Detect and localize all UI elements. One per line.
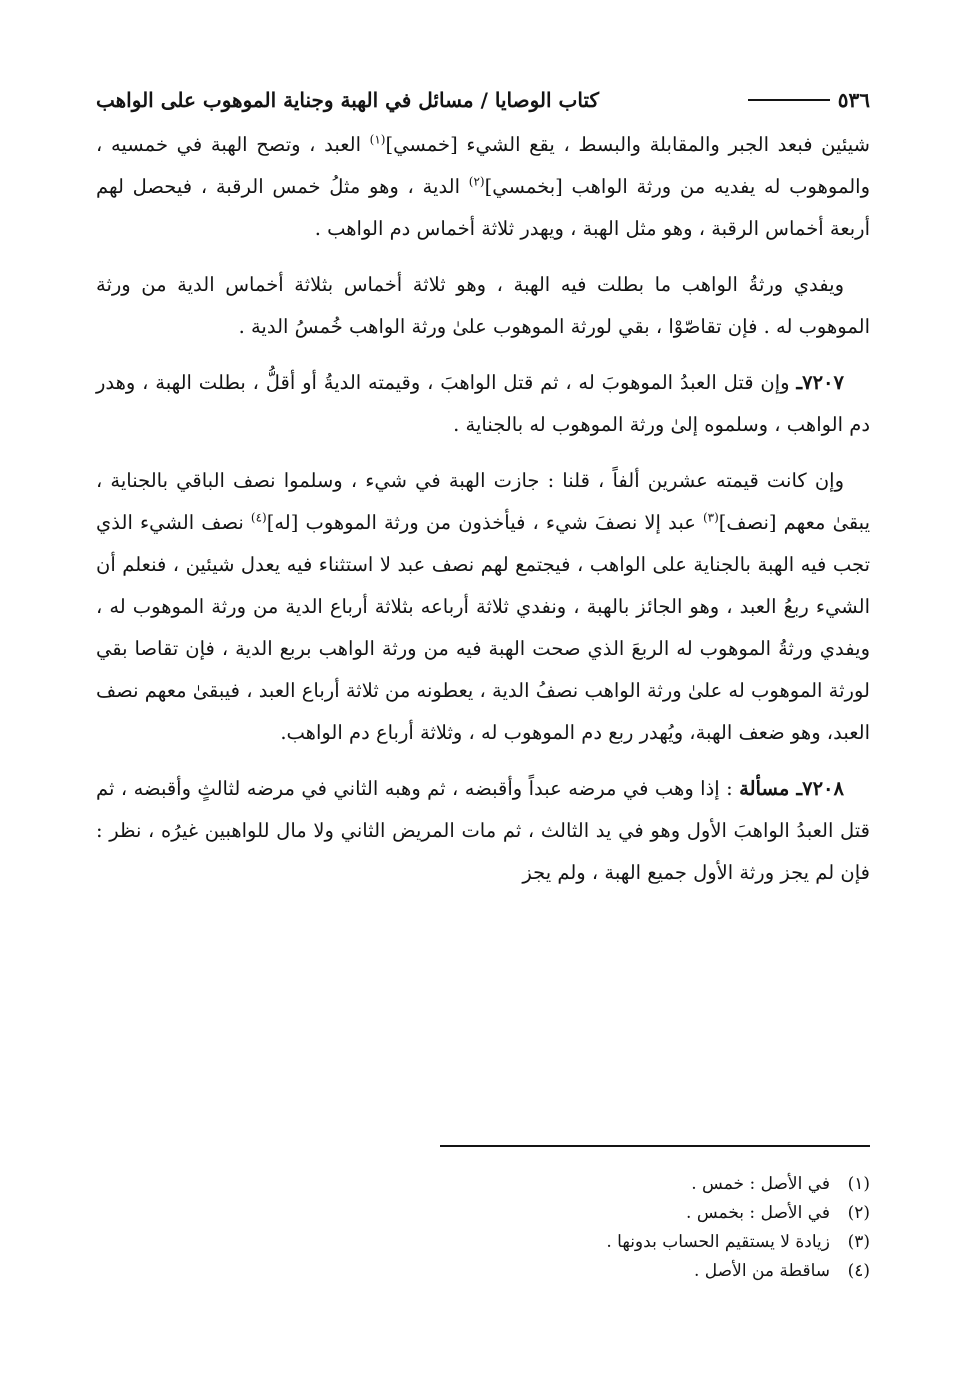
paragraph-2: ويفدي ورثةُ الواهب ما بطلت فيه الهبة ، وهو ثلاثة أخماس بثلاثة أخماس الدية من ورثة الموهوب له . فإن تقاصّوْا ، بقي لورثة الموهوب علىٰ ورثة الواهب خُمسُ الدية . (96, 273, 870, 338)
issue-number: ٧٢٠٧ـ (796, 371, 844, 394)
paragraph-5 (96, 768, 870, 894)
text-run: وإن كانت قيمته عشرين ألفاً ، قلنا : جازت الهبة في شيء ، وسلموا نصف الباقي بالجناية ، يبقىٰ معهم [نصف] (96, 469, 870, 534)
page-number: ٥٣٦ (837, 88, 870, 112)
footnote-number: (٤) (847, 1261, 870, 1281)
footnote-number: (١) (847, 1174, 870, 1194)
footnote-divider (440, 1145, 870, 1147)
text-run: : إذا وهب في مرضه عبداً وأقبضه ، ثم وهبه الثاني في مرضه لثالثٍ وأقبضه ، ثم قتل العبدُ الواهبَ الأول وهو في يد الثالث ، ثم مات المريض الثاني ولا مال للواهبين غيرُه ، نظر : فإن لم يجز ورثة الأول جميع الهبة ، ولم يجز (96, 777, 870, 884)
page-header (96, 80, 870, 120)
footnote-number: (٢) (847, 1203, 870, 1223)
text-run: وإن قتل العبدُ الموهوبَ له ، ثم قتل الواهبَ ، وقيمته الديةُ أو أقلُّ ، بطلت الهبة ، وهدر دم الواهب ، وسلموه إلىٰ ورثة الموهوب له بالجناية . (96, 371, 870, 436)
footnote-3 (370, 1228, 870, 1257)
footnote-text: زيادة لا يستقيم الحساب بدونها . (606, 1232, 830, 1252)
header-rule (748, 99, 830, 101)
text-run: شيئين فبعد الجبر والمقابلة والبسط ، يقع الشيء [خمسي] (385, 133, 871, 156)
main-text (96, 124, 870, 894)
page-title: كتاب الوصايا / مسائل في الهبة وجناية الموهوب على الواهب (96, 88, 600, 112)
footnote-text: ساقطة من الأصل . (694, 1261, 830, 1281)
footnote-2 (370, 1199, 870, 1228)
paragraph-3 (96, 362, 870, 446)
footnote-text: في الأصل : خمس . (691, 1174, 830, 1194)
footnote-number: (٣) (847, 1232, 870, 1252)
footnote-ref-4: (٤) (250, 510, 267, 525)
text-run: عبد إلا نصفَ شيء ، فيأخذون من ورثة الموهوب [له] (266, 511, 703, 534)
footnote-text: في الأصل : بخمس . (686, 1203, 830, 1223)
footnote-1 (370, 1170, 870, 1199)
text-run: نصف الشيء الذي تجب فيه الهبة بالجناية على الواهب ، فيجتمع لهم نصف عبد لا استثناء فيه يعدل شيئين ، فنعلم أن الشيء ربعُ العبد ، وهو الجائز بالهبة ، ونفدي ثلاثة أرباعه بثلاثة أرباع الدية من ورثة الموهوب له ، ويفدي ورثةُ الموهوب له الربعَ الذي صحت الهبة فيه من ورثة الواهب بربع الدية ، فإن تقاصا بقي لورثة الموهوب له علىٰ ورثة الواهب نصفُ الدية ، يعطونه من ثلاثة أرباع العبد ، فيبقىٰ معهم نصف العبد، وهو ضعف الهبة، ويُهدر ربع دم الموهوب له ، وثلاثة أرباع دم الواهب. (96, 511, 870, 744)
footnote-4 (370, 1257, 870, 1286)
issue-heading: ٧٢٠٨ـ مسألة (739, 777, 844, 800)
footnotes (370, 1170, 870, 1286)
footnote-ref-1: (١) (369, 132, 386, 147)
text-run: العبد ، وتصح الهبة في خمسيه ، والموهوب له يفديه من ورثة الواهب [بخمسي] (96, 133, 870, 198)
paragraph-4 (96, 460, 870, 754)
footnote-ref-2: (٢) (468, 174, 485, 189)
footnote-ref-3: (٣) (702, 510, 719, 525)
paragraph-1 (96, 124, 870, 250)
text-run: الدية ، وهو مثلُ خمس الرقبة ، فيحصل لهم أربعة أخماس الرقبة ، وهو مثل الهبة ، ويهدر ثلاثة أخماس دم الواهب . (96, 175, 870, 240)
